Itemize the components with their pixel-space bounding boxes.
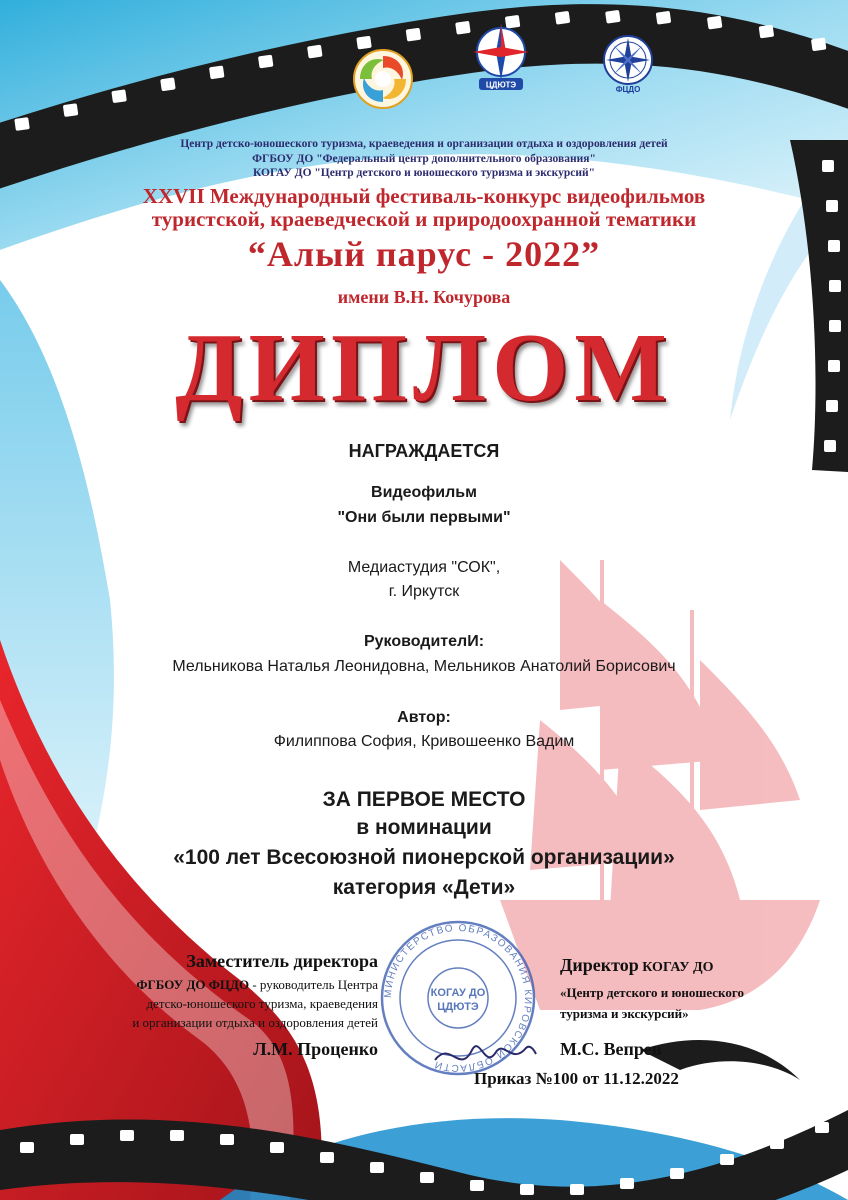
left-signatory-title: Заместитель директора bbox=[186, 951, 378, 971]
left-signatory-org-line-2: детско-юношеского туризма, краеведения bbox=[146, 996, 378, 1011]
right-signatory-name: М.С. Вепрев bbox=[560, 1039, 662, 1059]
right-signatory-title-bold: Директор bbox=[560, 955, 639, 975]
studio-name: Медиастудия "СОК", bbox=[347, 559, 501, 576]
stamp-center-line-1: КОГАУ ДО bbox=[430, 987, 486, 999]
left-signatory-name: Л.М. Проценко bbox=[253, 1039, 378, 1059]
result-nomination-label: в номинации bbox=[356, 816, 492, 839]
right-signatory-title bbox=[560, 955, 714, 976]
result-place: ЗА ПЕРВОЕ МЕСТО bbox=[322, 788, 526, 811]
org-line-3: КОГАУ ДО "Центр детского и юношеского туризма и экскурсий" bbox=[252, 167, 595, 179]
author-label: Автор: bbox=[397, 709, 451, 726]
festival-title: “Алый парус - 2022” bbox=[247, 234, 601, 274]
festival-named-after: имени В.Н. Кочурова bbox=[337, 287, 511, 307]
right-signatory-title-rest: КОГАУ ДО bbox=[638, 960, 714, 975]
compass-logo-text: ЦДЮТЭ bbox=[485, 80, 517, 90]
org-line-2: ФГБОУ ДО "Федеральный центр дополнительного образования" bbox=[252, 153, 596, 165]
right-signatory-org-line-1: «Центр детского и юношеского bbox=[560, 985, 744, 1000]
studio-city: г. Иркутск bbox=[388, 583, 460, 600]
festival-line-2: туристской, краеведческой и природоохранной тематики bbox=[151, 207, 697, 231]
left-signatory-org-rest: - руководитель Центра bbox=[249, 977, 378, 992]
film-name: "Они были первыми" bbox=[337, 509, 511, 526]
stamp-ring-text: МИНИСТЕРСТВО ОБРАЗОВАНИЯ КИРОВСКОЙ ОБЛАСТИ bbox=[382, 922, 534, 1074]
leaders-names: Мельникова Наталья Леонидовна, Мельников Анатолий Борисович bbox=[172, 658, 676, 675]
right-signatory-org-line-2: туризма и экскурсий» bbox=[560, 1006, 689, 1021]
compass-rose-logo-icon bbox=[596, 30, 660, 94]
stamp-center-line-2: ЦДЮТЭ bbox=[437, 1001, 479, 1013]
compass-rose-logo-text: ФЦДО bbox=[615, 85, 641, 94]
order-number: Приказ №100 от 11.12.2022 bbox=[474, 1069, 679, 1088]
result-category: категория «Дети» bbox=[332, 876, 516, 899]
left-signatory-org-bold: ФГБОУ ДО ФЦДО bbox=[136, 977, 250, 992]
author-names: Филиппова София, Кривошеенко Вадим bbox=[273, 733, 575, 750]
festival-line-1: XXVII Международный фестиваль-конкурс видеофильмов bbox=[142, 184, 706, 208]
left-signatory-org-line-1 bbox=[136, 977, 378, 993]
film-label: Видеофильм bbox=[371, 484, 477, 501]
swirl-logo-icon bbox=[352, 48, 414, 110]
org-line-1: Центр детско-юношеского туризма, краеведения и организации отдыха и оздоровления детей bbox=[180, 138, 668, 150]
awarded-label: НАГРАЖДАЕТСЯ bbox=[348, 441, 500, 461]
result-nomination: «100 лет Всесоюзной пионерской организации» bbox=[173, 846, 675, 869]
compass-logo-icon bbox=[465, 20, 537, 94]
ship-watermark-icon bbox=[500, 560, 820, 1010]
diploma-title: ДИПЛОМ bbox=[175, 314, 673, 422]
leaders-label: РуководителИ: bbox=[363, 633, 485, 650]
left-signatory-org-line-3: и организации отдыха и оздоровления детей bbox=[132, 1015, 378, 1030]
